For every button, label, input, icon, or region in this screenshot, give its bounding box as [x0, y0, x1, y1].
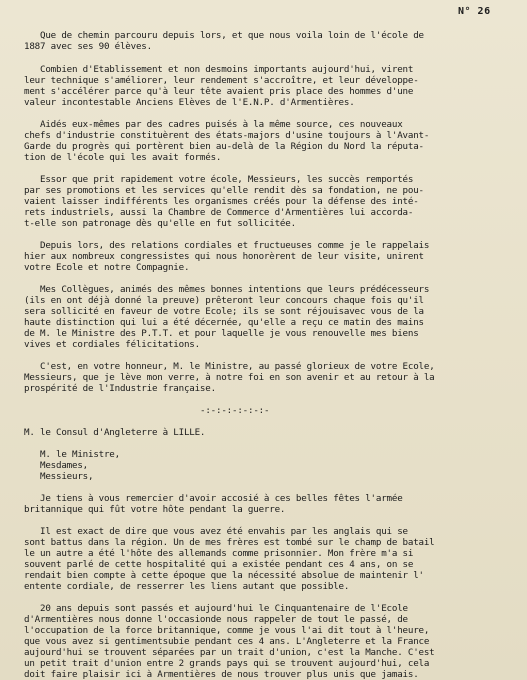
text-line: ment s'accélérer parce qu'à leur tête avaient pris place des hommes d'une	[24, 86, 414, 97]
page-number: N° 26	[458, 6, 491, 17]
text-line: Je tiens à vous remercier d'avoir accosié à ces belles fêtes l'armée	[40, 493, 403, 504]
text-line: sera sollicité en faveur de votre Ecole; ils se sont réjouisavec vous de la	[24, 306, 424, 317]
speaker-heading: M. le Consul d'Angleterre à LILLE.	[24, 427, 206, 438]
text-line: Essor que prit rapidement votre école, Messieurs, les succès remportés	[40, 174, 414, 185]
text-line: rendait bien compte à cette époque que la nécessité absolue de maintenir l'	[24, 570, 424, 581]
text-line: hier aux nombreux congressistes qui nous honorèrent de leur visite, unirent	[24, 251, 424, 262]
text-line: 1887 avec ses 90 élèves.	[24, 41, 152, 52]
text-line: tion de l'école qui les avait formés.	[24, 152, 222, 163]
text-line: aujourd'hui se trouvent séparées par un trait d'union, c'est la Manche. C'est	[24, 647, 435, 658]
salutation: M. le Ministre,	[40, 449, 120, 460]
text-line: Mes Collègues, animés des mêmes bonnes intentions que leurs prédécesseurs	[40, 284, 430, 295]
text-line: Aidés eux-mêmes par des cadres puisés à la même source, ces nouveaux	[40, 119, 403, 130]
text-line: chefs d'industrie constituèrent des états-majors d'usine toujours à l'Avant-	[24, 130, 430, 141]
text-line: Que de chemin parcouru depuis lors, et que nous voila loin de l'école de	[40, 30, 424, 41]
text-line: Messieurs, que je lève mon verre, à notre foi en son avenir et au retour à la	[24, 372, 435, 383]
text-line: le un autre a été l'hôte des allemands comme prisonnier. Mon frère m'a si	[24, 548, 414, 559]
text-line: doit faire plaisir ici à Armentières de nous trouver plus unis que jamais.	[24, 669, 419, 680]
text-line: C'est, en votre honneur, M. le Ministre, au passé glorieux de votre Ecole,	[40, 361, 435, 372]
salutation: Messieurs,	[40, 471, 94, 482]
text-line: de M. le Ministre des P.T.T. et pour laquelle je vous renouvelle mes biens	[24, 328, 419, 339]
text-line: votre Ecole et notre Compagnie.	[24, 262, 190, 273]
text-line: Il est exact de dire que vous avez été envahis par les anglais qui se	[40, 526, 408, 537]
text-line: britannique qui fût votre hôte pendant la guerre.	[24, 504, 286, 515]
text-line: par ses promotions et les services qu'elle rendit dès sa fondation, ne pou-	[24, 185, 424, 196]
salutation: Mesdames,	[40, 460, 88, 471]
text-line: souvent parlé de cette hospitalité qui a existée pendant ces 4 ans, on se	[24, 559, 414, 570]
text-line: vives et cordiales félicitations.	[24, 339, 200, 350]
text-line: t-elle son patronage dès qu'elle en fut sollicitée.	[24, 218, 296, 229]
text-line: rets industriels, aussi la Chambre de Commerce d'Armentières lui accorda-	[24, 207, 414, 218]
text-line: Combien d'Etablissement et non desmoins importants aujourd'hui, virent	[40, 64, 414, 75]
text-line: vaient laisser indifférents les organismes créés pour la défense des inté-	[24, 196, 419, 207]
text-line: leur technique s'améliorer, leur rendement s'accroître, et leur développe-	[24, 75, 419, 86]
text-line: entente cordiale, de resserrer les liens autant que possible.	[24, 581, 350, 592]
text-line: (ils en ont déjà donné la preuve) prêteront leur concours chaque fois qu'il	[24, 295, 424, 306]
text-line: valeur incontestable Anciens Elèves de l'E.N.P. d'Armentières.	[24, 97, 355, 108]
text-line: prospérité de l'Industrie française.	[24, 383, 216, 394]
text-line: Depuis lors, des relations cordiales et fructueuses comme je le rappelais	[40, 240, 430, 251]
section-divider: -:-:-:-:-:-:-	[200, 405, 270, 416]
text-line: d'Armentières nous donne l'occasionde nous rappeler de tout le passé, de	[24, 614, 408, 625]
text-line: un petit trait d'union entre 2 grands pays qui se trouvent aujourd'hui, cela	[24, 658, 430, 669]
text-line: haute distinction qui lui a été décernée, qu'elle a reçu ce matin des mains	[24, 317, 424, 328]
text-line: Garde du progrès qui portèrent bien au-delà de la Région du Nord la réputa-	[24, 141, 424, 152]
text-line: que vous avez si gentimentsubie pendant ces 4 ans. L'Angleterre et la France	[24, 636, 430, 647]
text-line: l'occupation de la force britannique, comme je vous l'ai dit tout à l'heure,	[24, 625, 430, 636]
text-line: 20 ans depuis sont passés et aujourd'hui le Cinquantenaire de l'Ecole	[40, 603, 408, 614]
text-line: sont battus dans la région. Un de mes frères est tombé sur le champ de batail	[24, 537, 435, 548]
